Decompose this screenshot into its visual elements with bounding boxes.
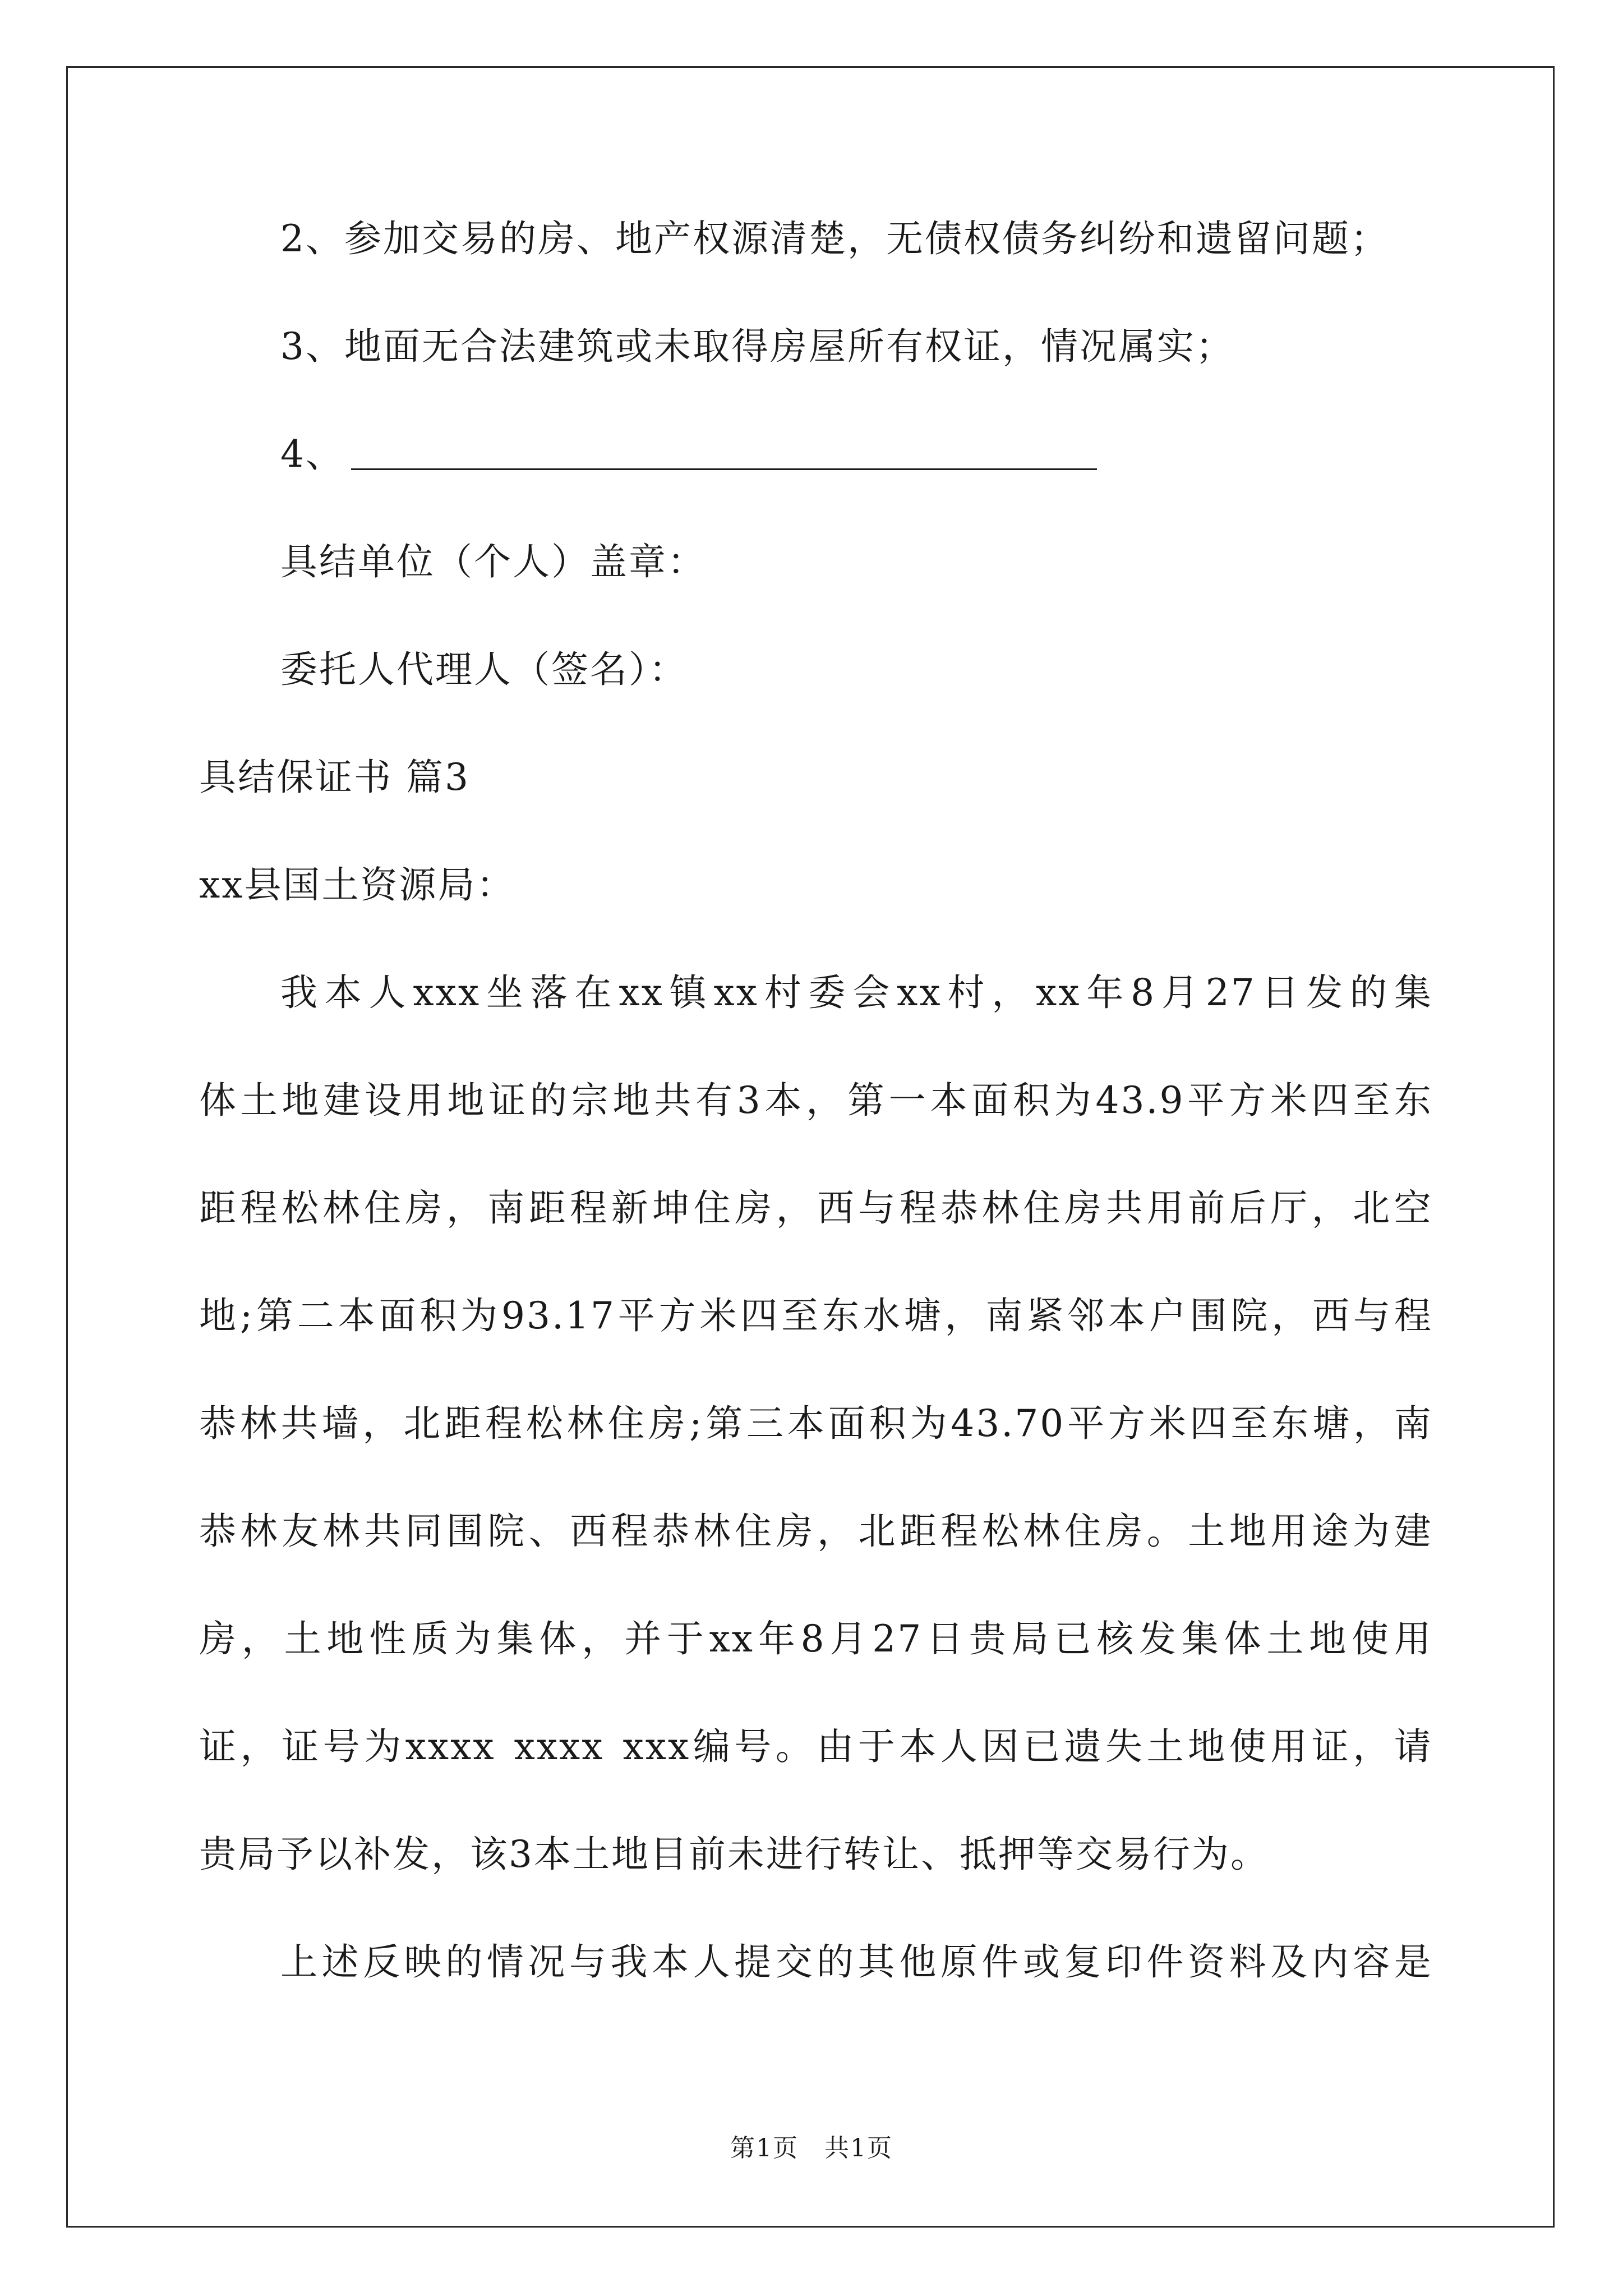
justified-text: 房 ， 土 地 性 质 为 集 体 ， 并 于 xx 年 8 月 27 日 贵 局 已 核 发 集 体 土 地 使 用 (199, 1617, 1433, 1660)
justified-text: 恭 林 共 墙 ， 北 距 程 松 林 住 房 ; 第 三 本 面 积 为 43.70 平 方 米 四 至 东 塘 ， 南 (199, 1402, 1433, 1445)
paragraph-2-line-1 (199, 1908, 1433, 2016)
page-number: 第1页 共1页 (730, 2134, 893, 2162)
justified-text: 地 ; 第 二 本 面 积 为 93.17 平 方 米 四 至 东 水 塘 ， 南 紧 邻 本 户 围 院 ， 西 与 程 (199, 1294, 1433, 1337)
justified-text: 我 本 人 xxx 坐 落 在 xx 镇 xx 村 委 会 xx 村 ， xx 年 8 月 27 日 发 的 集 (280, 971, 1433, 1014)
justified-text: 恭 林 友 林 共 同 围 院 、 西 程 恭 林 住 房 ， 北 距 程 松 林 住 房 。 土 地 用 途 为 建 (199, 1510, 1433, 1553)
paragraph-1-line-2 (199, 1047, 1433, 1154)
paragraph-1-line-1 (199, 939, 1433, 1047)
justified-text: 上 述 反 映 的 情 况 与 我 本 人 提 交 的 其 他 原 件 或 复 印 件 资 料 及 内 容 是 (280, 1940, 1433, 1984)
item-4-line: 4、 (199, 401, 1433, 508)
item-3-line: 3、地面无合法建筑或未取得房屋所有权证，情况属实； (280, 325, 1234, 368)
agent-signature-line: 委托人代理人（签名）： (280, 648, 688, 691)
paragraph-1-line-9: 贵局予以补发，该3本土地目前未进行转让、抵押等交易行为。 (199, 1833, 1269, 1876)
paragraph-1-line-7 (199, 1585, 1433, 1693)
section-heading: 具结保证书 篇3 (199, 756, 470, 799)
addressee-line: xx县国土资源局： (199, 863, 515, 907)
paragraph-1-line-8 (199, 1693, 1433, 1801)
page-footer (0, 2132, 1623, 2165)
fill-in-blank-underline (351, 468, 1097, 470)
justified-text: 证 ， 证 号 为 xxxx xxxx xxx 编 号 。 由 于 本 人 因 已 遗 失 土 地 使 用 证 ， 请 (199, 1725, 1433, 1768)
paragraph-1-line-3 (199, 1154, 1433, 1262)
seal-line: 具结单位（个人）盖章： (280, 540, 706, 583)
document-body (199, 185, 1433, 2016)
justified-text: 体 土 地 建 设 用 地 证 的 宗 地 共 有 3 本 ， 第 一 本 面 积 为 43.9 平 方 米 四 至 东 (199, 1079, 1433, 1122)
item-2-line: 2、参加交易的房、地产权源清楚，无债权债务纠纷和遗留问题； (280, 217, 1389, 260)
paragraph-1-line-5 (199, 1370, 1433, 1478)
paragraph-1-line-6 (199, 1478, 1433, 1585)
justified-text: 距 程 松 林 住 房 ， 南 距 程 新 坤 住 房 ， 西 与 程 恭 林 住 房 共 用 前 后 厅 ， 北 空 (199, 1186, 1433, 1230)
paragraph-1-line-4 (199, 1262, 1433, 1370)
